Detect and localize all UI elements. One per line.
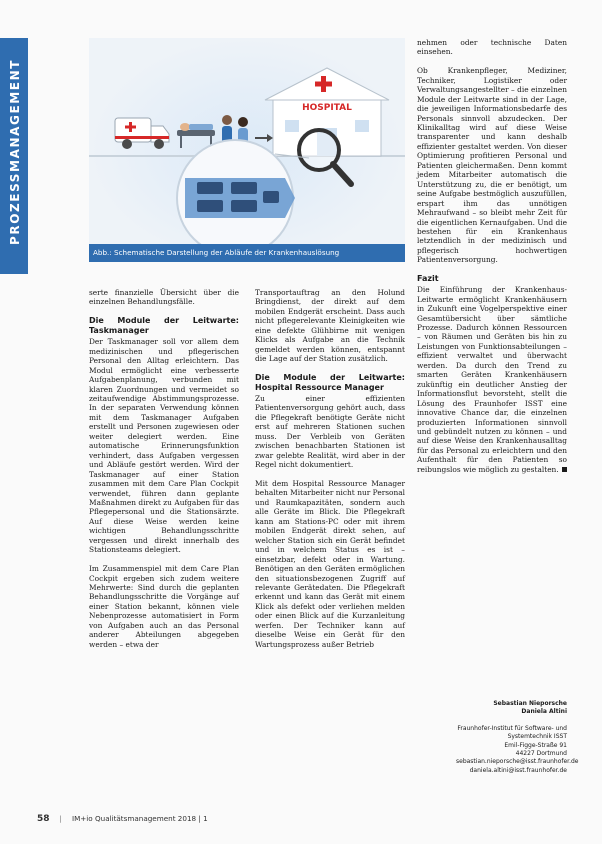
email-link[interactable]: daniela.altini@isst.fraunhofer.de — [469, 766, 567, 774]
paragraph: Im Zusammenspiel mit dem Care Plan Cockpit ergeben sich zudem weitere Mehrwerte: Sind durch die geplanten Behandlungsschritte die Vorgänge auf einer Station bekannt, können viele Nebenprozesse automatisiert in Form von Aufgaben auch an das Personal anderer Abteilungen abgegeben werden – etwa der — [89, 564, 239, 649]
text-column-2 — [255, 288, 405, 659]
author-name: Sebastian Nieporsche — [493, 700, 567, 707]
process-box — [197, 182, 223, 194]
author-names — [456, 700, 567, 717]
section-heading: Die Module der Leitwarte: Hospital Ressource Manager — [255, 373, 405, 393]
institute: Fraunhofer-Institut für Software- und Systemtechnik ISST — [457, 724, 567, 741]
hospital-sign: HOSPITAL — [302, 103, 352, 113]
section-heading: Fazit — [417, 274, 439, 284]
paragraph: Ob Krankenpfleger, Mediziner, Techniker, Logistiker oder Verwaltungsangestellter – die einzelnen Module der Leitwarte sind in der Lage, die jeweiligen Informationsbedarfe des Personals sinnvoll abzudecken. Der Klinikalltag wird auf diese Weise transparenter und kann deshalb effizienter gestaltet werden. Von dieser Optimierung profitieren Personal und Patienten gleichermaßen. Denn kommt jedem Mitarbeiter automatisch die Unterstützung zu, die er benötigt, um seine Aufgabe bestmöglich auszufüllen, erspart ihm das unnötigen Mehraufwand – so bleibt mehr Zeit für die eigentlichen Kernaufgaben. Und die bestehen für ein Krankenhaus letztendlich in der medizinisch und pflegerisch hochwertigen Patientenversorgung. — [417, 66, 567, 265]
author-name: Daniela Altini — [521, 708, 567, 716]
paragraph: Transportauftrag an den Holund Bringdienst, der direkt auf dem mobilen Endgerät erscheint. Dass auch nicht pflegerelevante Kleinigkeiten wie eine defekte Glühbirne mit wenigen Klicks als Aufgabe an die Technik gemeldet werden können, entspannt die Lage auf der Station zusätzlich. — [255, 288, 405, 364]
figure-illustration — [89, 38, 405, 262]
text-column-3 — [417, 38, 567, 484]
author-block — [456, 700, 579, 775]
process-box — [231, 182, 257, 194]
journal-name: IM+io Qualitätsmanagement 2018 | 1 — [71, 814, 208, 823]
paragraph-text: Die Einführung der Krankenhaus-Leitwarte ermöglicht Krankenhäusern in Zukunft eine Vogelperspektive einer Gesamtübersicht über sämtliche Prozesse. Dadurch können Ressourcen – von Räumen und Geräten bis hin zu Leistungen von Funktionsabteilungen – effizient verwaltet und überwacht werden. Da durch den Trend zu smarten Geräten Krankenhäusern zukünftig ein deutlicher Anstieg der Informationsflut bevorsteht, stellt die Lösung des Fraunhofer ISST eine innovative Chance dar, die einzelnen produzierten Informationen sinnvoll und gebündelt nutzen zu können – und auf diese Weise den Krankenhausalltag für das Personal zu erleichtern und den Aufenthalt für den Patienten so reibungslos wie möglich zu gestalten. — [417, 285, 567, 474]
paragraph: serte finanzielle Übersicht über die einzelnen Behandlungsfälle. — [89, 288, 239, 307]
article-end-mark — [562, 467, 567, 472]
paragraph: Zu einer effizienten Patientenversorgung gehört auch, dass die Pflegekraft benötigte Geräte nicht erst auf mehreren Stationen suchen muss. Der Verbleib von Geräten zwischen benachbarten Stationen ist zwar gelebte Realität, wird aber in der Regel nicht dokumentiert. — [255, 394, 405, 470]
email-link[interactable]: sebastian.nieporsche@isst.fraunhofer.de — [456, 758, 579, 766]
city: 44227 Dortmund — [515, 750, 567, 758]
figure-caption: Abb.: Schematische Darstellung der Abläufe der Krankenhauslösung — [89, 244, 405, 262]
footer-separator: | — [59, 814, 62, 823]
process-box — [263, 191, 279, 203]
author-address — [456, 724, 579, 775]
paragraph: nehmen oder technische Daten einsehen. — [417, 38, 567, 57]
text-column-1 — [89, 288, 239, 659]
process-box — [231, 200, 257, 212]
page-footer — [37, 814, 208, 824]
page-number: 58 — [37, 814, 50, 824]
street: Emil-Figge-Straße 91 — [504, 741, 567, 749]
section-heading: Die Module der Leitwarte: Taskmanager — [89, 316, 239, 336]
paragraph — [417, 285, 567, 474]
paragraph: Mit dem Hospital Ressource Manager behalten Mitarbeiter nicht nur Personal und Raumkapazitäten, sondern auch alle Geräte im Blick. Die Pflegekraft kann am Stations-PC oder mit ihrem mobilen Endgerät direkt sehen, auf welcher Station sich ein Gerät befindet und in welchem Status es ist – einsetzbar, defekt oder in Wartung. Benötigen an den Geräten ermöglichen den situationsbezogenen Zugriff auf relevante Gerätedaten. Die Pflegekraft erkennt und kann das Gerät mit einem Klick als defekt oder verliehen melden oder einen Blick auf die Kurzanleitung werfen. Der Techniker kann auf dieselbe Weise ein Gerät für den Wartungsprozess außer Betrieb — [255, 479, 405, 649]
process-box — [197, 200, 223, 212]
section-label: PROZESSMANAGEMENT — [8, 58, 22, 246]
paragraph: Der Taskmanager soll vor allem dem medizinischen und pflegerischen Personal den Alltag erleichtern. Das Modul ermöglicht eine verbesserte Aufgabenplanung, verbunden mit klaren Zuordnungen und vermeidet so zeitaufwendige Abstimmungsprozesse. In der separaten Verwendung können mit dem Taskmanager Aufgaben erstellt und Personen zugewiesen oder weiter delegiert werden. Eine automatische Erinnerungsfunktion verhindert, dass Aufgaben vergessen und Abläufe gestört werden. Wird der Taskmanager auf einer Station zusammen mit dem Care Plan Cockpit verwendet, führen dann geplante Maßnahmen direkt zu Aufgaben für das Pflegepersonal und die Stationsärzte. Auf diese Weise werden keine wichtigen Behandlungsschritte vergessen und direkt innerhalb des Stationsteams delegiert. — [89, 337, 239, 555]
hospital-process-figure — [89, 38, 405, 262]
